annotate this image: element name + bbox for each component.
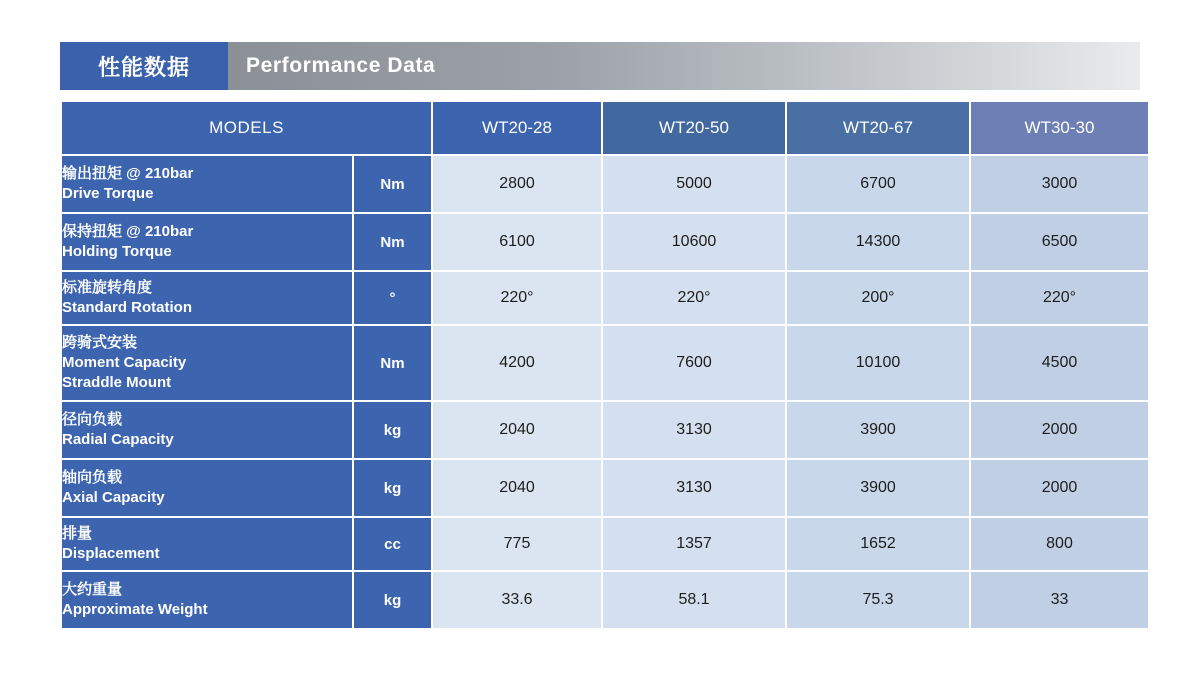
row-unit: kg bbox=[354, 572, 431, 628]
cell-value: 33 bbox=[971, 572, 1148, 628]
row-label-en: Holding Torque bbox=[62, 243, 172, 260]
row-unit: Nm bbox=[354, 214, 431, 270]
column-header-model-1: WT20-28 bbox=[433, 102, 601, 154]
row-label-cn: 排量 bbox=[62, 524, 93, 542]
cell-value: 3130 bbox=[603, 460, 785, 516]
table-row bbox=[62, 272, 1148, 324]
cell-value: 2040 bbox=[433, 460, 601, 516]
row-label-en-2: Straddle Mount bbox=[62, 374, 172, 392]
cell-value: 220° bbox=[433, 272, 601, 324]
row-label-cn: 保持扭矩 @ 210bar bbox=[62, 222, 194, 240]
cell-value: 3900 bbox=[787, 402, 969, 458]
row-label-approximate-weight bbox=[62, 572, 352, 628]
row-unit: Nm bbox=[354, 156, 431, 212]
table-row bbox=[62, 460, 1148, 516]
section-title-en: Performance Data bbox=[228, 42, 1140, 90]
row-label-radial-capacity bbox=[62, 402, 352, 458]
cell-value: 220° bbox=[971, 272, 1148, 324]
row-label-cn: 径向负载 bbox=[62, 410, 123, 428]
table-row bbox=[62, 214, 1148, 270]
row-label-en: Approximate Weight bbox=[62, 601, 208, 618]
section-title-cn: 性能数据 bbox=[60, 42, 228, 90]
cell-value: 2000 bbox=[971, 460, 1148, 516]
performance-table-wrap bbox=[60, 100, 1140, 630]
cell-value: 2800 bbox=[433, 156, 601, 212]
cell-value: 7600 bbox=[603, 326, 785, 400]
cell-value: 6100 bbox=[433, 214, 601, 270]
row-label-displacement bbox=[62, 518, 352, 570]
row-label-axial-capacity bbox=[62, 460, 352, 516]
row-label-en: Axial Capacity bbox=[62, 489, 165, 506]
cell-value: 10100 bbox=[787, 326, 969, 400]
row-label-drive-torque bbox=[62, 156, 352, 212]
row-label-standard-rotation bbox=[62, 272, 352, 324]
cell-value: 75.3 bbox=[787, 572, 969, 628]
row-unit: kg bbox=[354, 460, 431, 516]
cell-value: 220° bbox=[603, 272, 785, 324]
row-label-en: Moment Capacity bbox=[62, 353, 187, 371]
row-label-cn: 大约重量 bbox=[62, 580, 123, 598]
table-row bbox=[62, 518, 1148, 570]
column-header-model-3: WT20-67 bbox=[787, 102, 969, 154]
cell-value: 6700 bbox=[787, 156, 969, 212]
table-row bbox=[62, 572, 1148, 628]
row-label-cn: 输出扭矩 @ 210bar bbox=[62, 164, 194, 182]
table-row bbox=[62, 326, 1148, 400]
section-header bbox=[60, 42, 1140, 90]
row-label-en: Radial Capacity bbox=[62, 431, 174, 448]
row-label-en: Displacement bbox=[62, 545, 160, 562]
table-row bbox=[62, 156, 1148, 212]
cell-value: 5000 bbox=[603, 156, 785, 212]
cell-value: 775 bbox=[433, 518, 601, 570]
column-header-models: MODELS bbox=[62, 102, 431, 154]
cell-value: 1357 bbox=[603, 518, 785, 570]
row-label-en: Standard Rotation bbox=[62, 299, 192, 316]
column-header-model-4: WT30-30 bbox=[971, 102, 1148, 154]
cell-value: 2000 bbox=[971, 402, 1148, 458]
table-header-row bbox=[62, 102, 1148, 154]
column-header-model-2: WT20-50 bbox=[603, 102, 785, 154]
row-label-holding-torque bbox=[62, 214, 352, 270]
cell-value: 3130 bbox=[603, 402, 785, 458]
performance-data-table bbox=[60, 100, 1150, 630]
cell-value: 14300 bbox=[787, 214, 969, 270]
cell-value: 10600 bbox=[603, 214, 785, 270]
row-label-en: Drive Torque bbox=[62, 185, 154, 202]
row-label-cn: 标准旋转角度 bbox=[62, 278, 153, 296]
cell-value: 3900 bbox=[787, 460, 969, 516]
cell-value: 4200 bbox=[433, 326, 601, 400]
row-unit: kg bbox=[354, 402, 431, 458]
row-label-cn: 跨骑式安装 bbox=[62, 333, 138, 351]
row-label-moment-capacity bbox=[62, 326, 352, 400]
cell-value: 3000 bbox=[971, 156, 1148, 212]
row-unit: ° bbox=[354, 272, 431, 324]
cell-value: 2040 bbox=[433, 402, 601, 458]
row-label-cn: 轴向负载 bbox=[62, 468, 123, 486]
row-unit: cc bbox=[354, 518, 431, 570]
cell-value: 4500 bbox=[971, 326, 1148, 400]
cell-value: 58.1 bbox=[603, 572, 785, 628]
row-unit: Nm bbox=[354, 326, 431, 400]
cell-value: 200° bbox=[787, 272, 969, 324]
cell-value: 33.6 bbox=[433, 572, 601, 628]
cell-value: 1652 bbox=[787, 518, 969, 570]
cell-value: 800 bbox=[971, 518, 1148, 570]
table-row bbox=[62, 402, 1148, 458]
cell-value: 6500 bbox=[971, 214, 1148, 270]
